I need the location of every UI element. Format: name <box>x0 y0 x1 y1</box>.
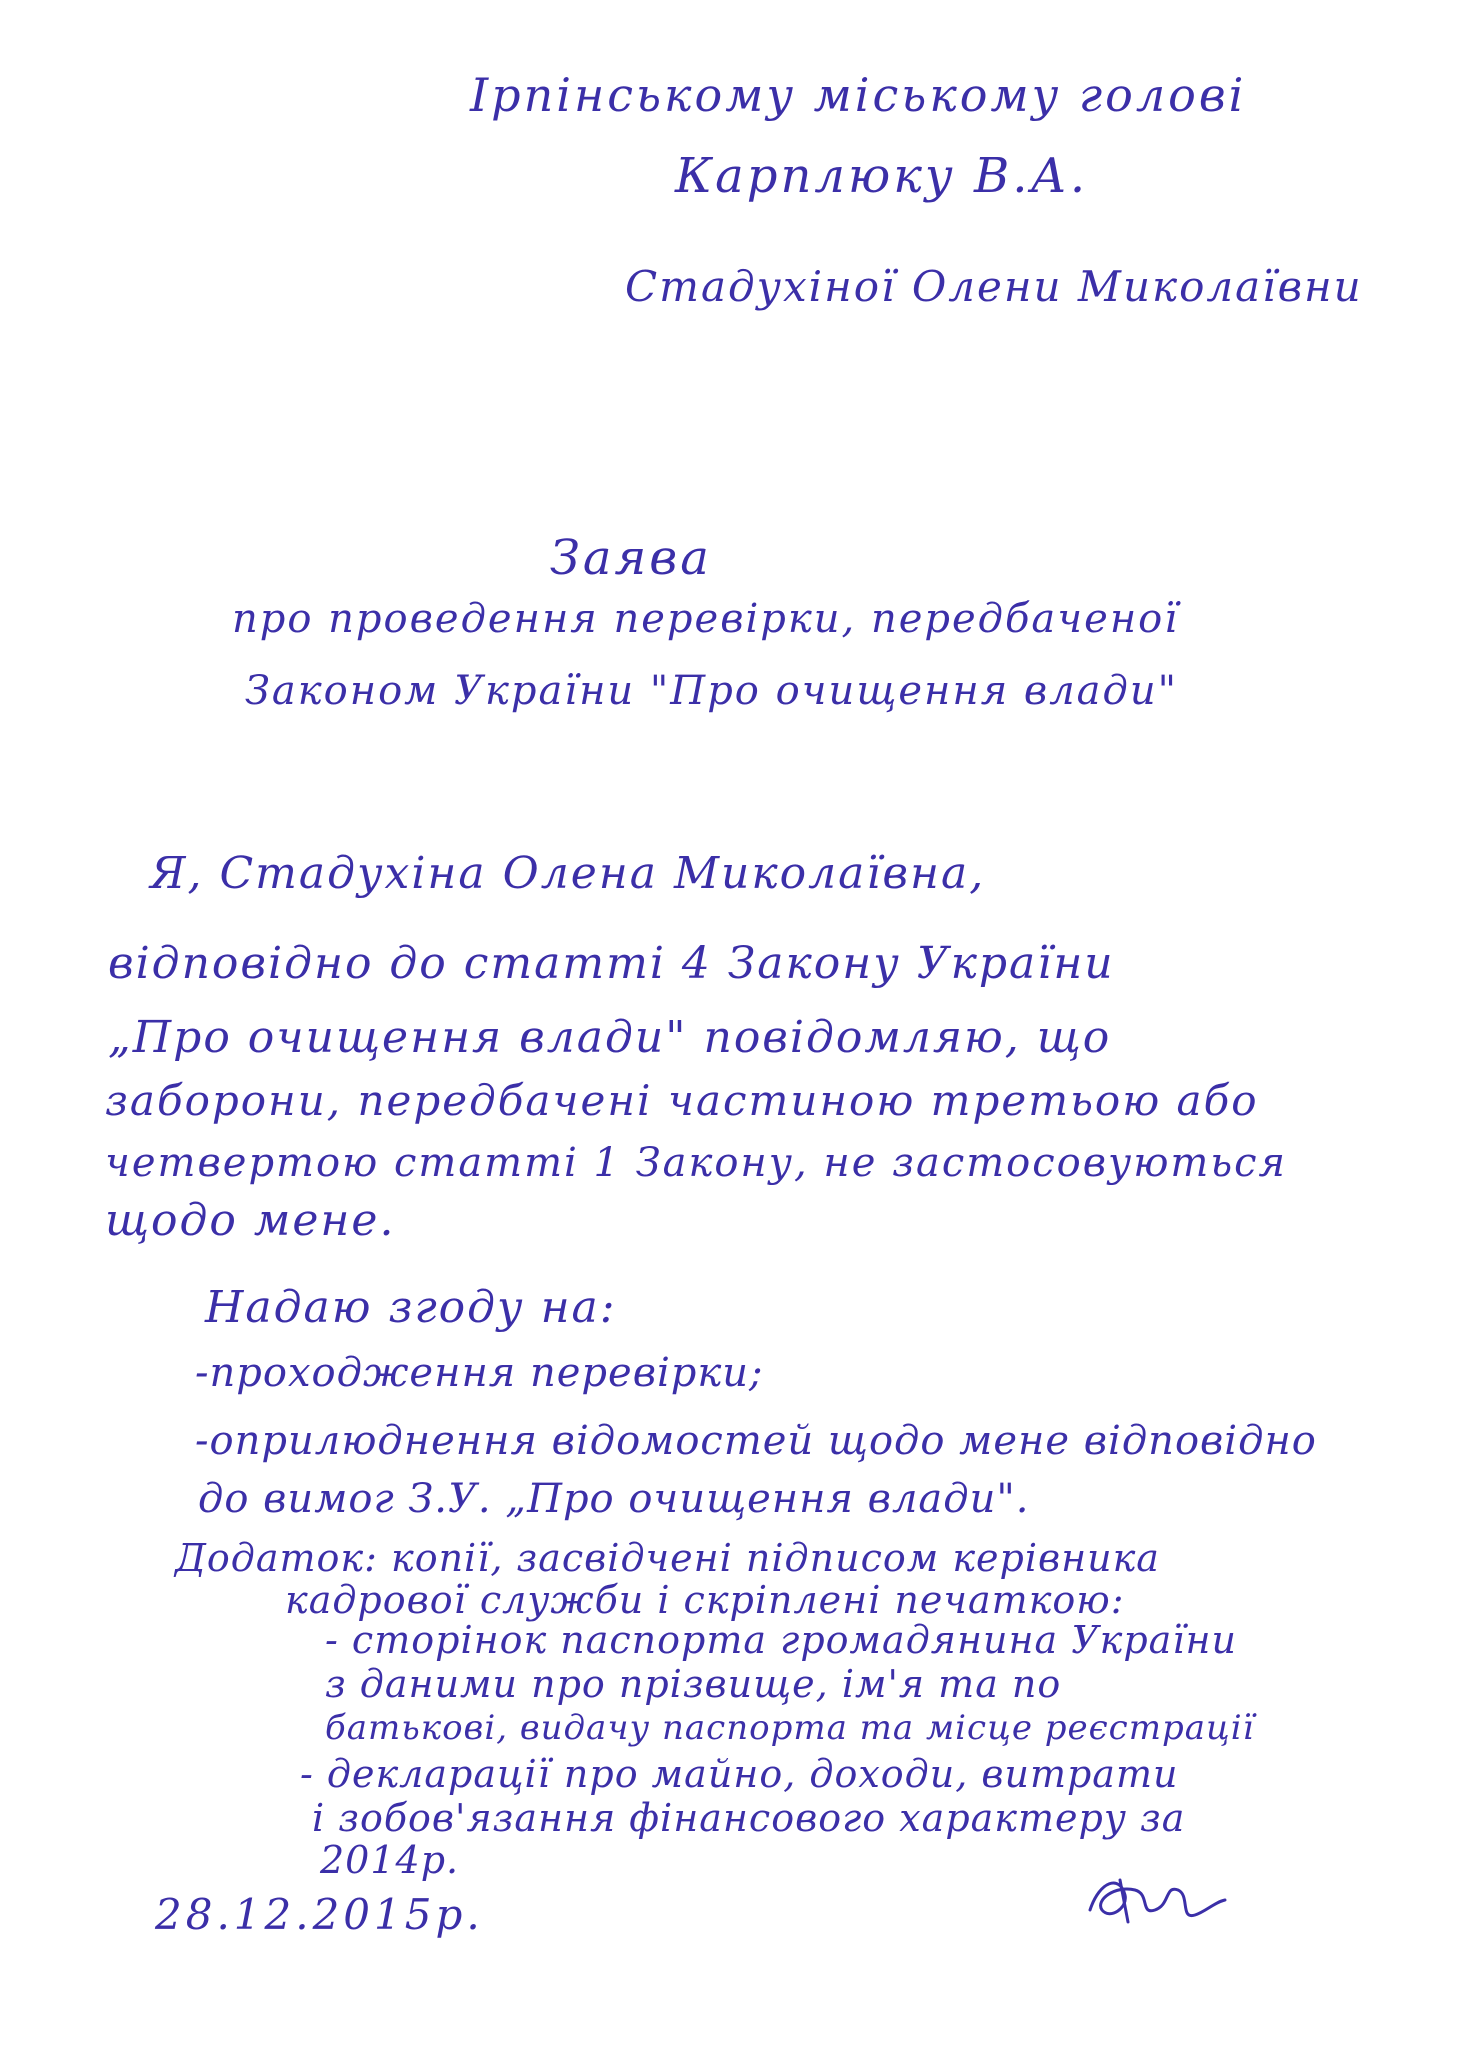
attachment-line-8: 2014р. <box>320 1838 460 1882</box>
attachment-line-4: з даними про прізвище, ім'я та по <box>325 1662 1062 1706</box>
consent-item-1: -проходження перевірки; <box>195 1350 764 1396</box>
addressee-line-2: Карплюку В.А. <box>675 148 1089 204</box>
title-subline-2: Законом України "Про очищення влади" <box>245 668 1179 714</box>
signature-mark <box>1080 1860 1230 1940</box>
sender-name: Стадухіної Олени Миколаївни <box>625 262 1363 311</box>
body-line-5: четвертою статті 1 Закону, не застосовуються <box>105 1140 1288 1186</box>
document-title: Заява <box>550 530 712 586</box>
addressee-line-1: Ірпінському міському голові <box>470 68 1247 122</box>
body-line-1: Я, Стадухіна Олена Миколаївна, <box>150 848 986 899</box>
title-subline-1: про проведення перевірки, передбаченої <box>232 596 1180 642</box>
body-line-3: „Про очищення влади" повідомляю, що <box>108 1012 1112 1063</box>
body-line-6: щодо мене. <box>105 1195 396 1246</box>
attachment-line-6: - декларації про майно, доходи, витрати <box>300 1752 1179 1796</box>
attachment-line-3: - сторінок паспорта громадянина України <box>325 1618 1237 1662</box>
body-line-2: відповідно до статті 4 Закону України <box>108 938 1115 989</box>
attachment-line-7: і зобов'язання фінансового характеру за <box>312 1796 1186 1840</box>
attachment-line-5: батькові, видачу паспорта та місце реєстрації <box>325 1708 1255 1748</box>
document-date: 28.12.2015р. <box>155 1890 484 1939</box>
consent-item-2-line-1: -оприлюднення відомостей щодо мене відповідно <box>195 1418 1317 1464</box>
consent-heading: Надаю згоду на: <box>205 1282 617 1333</box>
attachment-line-2: кадрової служби і скріплені печаткою: <box>285 1578 1125 1622</box>
body-line-4: заборони, передбачені частиною третьою або <box>105 1076 1259 1125</box>
attachment-line-1: Додаток: копії, засвідчені підписом керівника <box>175 1536 1160 1580</box>
consent-item-2-line-2: до вимог З.У. „Про очищення влади". <box>198 1476 1030 1522</box>
